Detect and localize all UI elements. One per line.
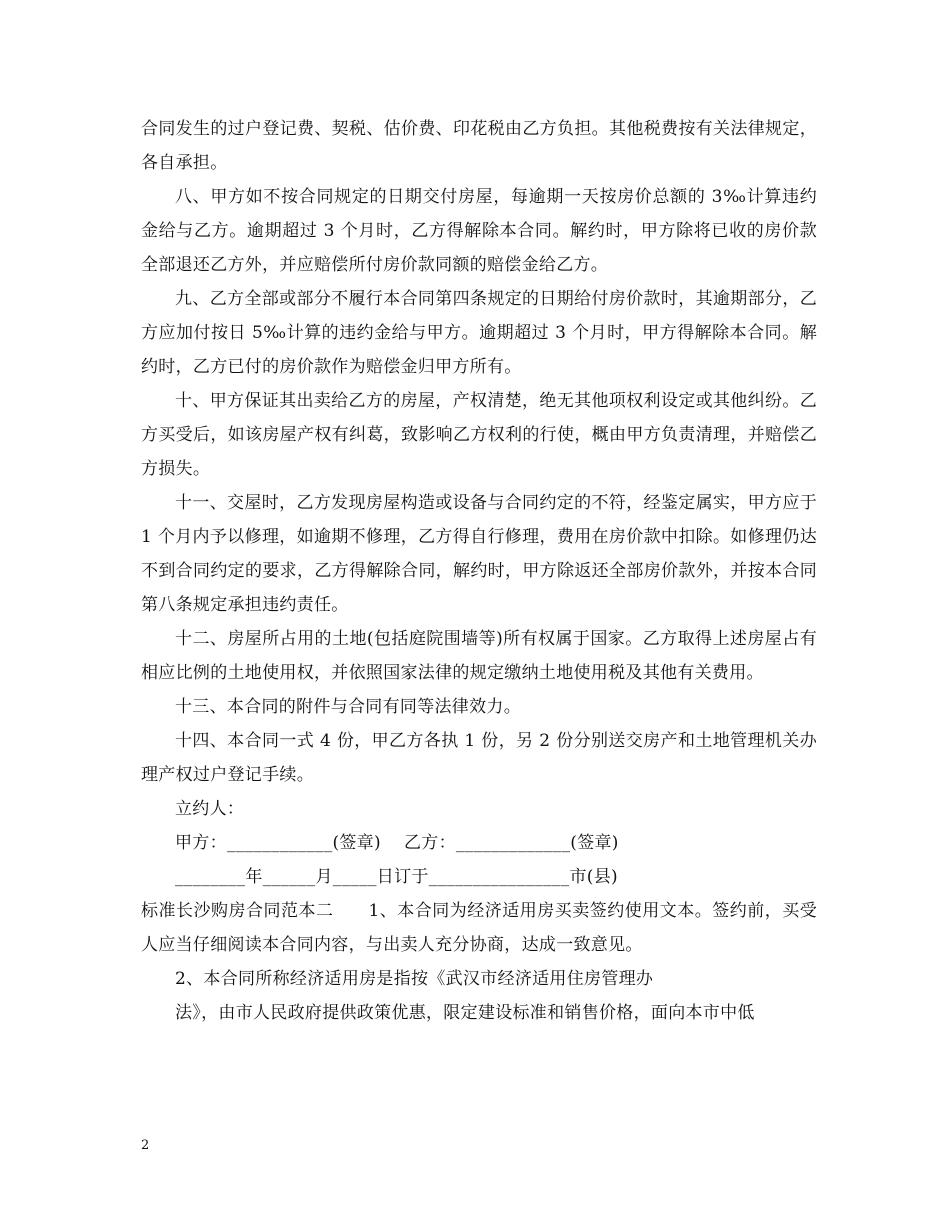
paragraph-1: 合同发生的过户登记费、契税、估价费、印花税由乙方负担。其他税费按有关法律规定，各自承担。 xyxy=(141,119,817,173)
paragraph-item-2: 2、本合同所称经济适用房是指按《武汉市经济适用住房管理办 xyxy=(175,969,654,989)
paragraph-clause-12: 十二、房屋所占用的土地(包括庭院围墙等)所有权属于国家。乙方取得上述房屋占有相应比例的土地使用权，并依照国家法律的规定缴纳土地使用税及其他有关费用。 xyxy=(141,629,817,683)
date-place-line: ________年______月_____日订于________________市(县) xyxy=(175,867,618,887)
paragraph-clause-8: 八、甲方如不按合同规定的日期交付房屋，每逾期一天按房价总额的 3‰计算违约金给与乙方。逾期超过 3 个月时，乙方得解除本合同。解约时，甲方除将已收的房价款全部退还乙方外，并应赔偿所付房价款同额的赔偿金给乙方。 xyxy=(141,187,817,275)
paragraph-clause-13: 十三、本合同的附件与合同有同等法律效力。 xyxy=(175,697,521,717)
paragraph-item-2-continued: 法》，由市人民政府提供政策优惠，限定建设标准和销售价格，面向本市中低 xyxy=(175,1003,755,1023)
paragraph-template-two-intro: 标准长沙购房合同范本二 1、本合同为经济适用房买卖签约使用文本。签约前，买受人应当仔细阅读本合同内容，与出卖人充分协商，达成一致意见。 xyxy=(141,901,817,955)
paragraph-clause-10: 十、甲方保证其出卖给乙方的房屋，产权清楚，绝无其他项权利设定或其他纠纷。乙方买受后，如该房屋产权有纠葛，致影响乙方权利的行使，概由甲方负责清理，并赔偿乙方损失。 xyxy=(141,391,817,479)
paragraph-clause-14: 十四、本合同一式 4 份，甲乙方各执 1 份，另 2 份分别送交房产和土地管理机关办理产权过户登记手续。 xyxy=(141,731,817,785)
signatories-label: 立约人： xyxy=(175,799,245,819)
signature-line: 甲方：____________(签章) 乙方：_____________(签章) xyxy=(175,833,619,853)
page-number: 2 xyxy=(141,1138,150,1153)
document-body xyxy=(141,112,823,1030)
paragraph-clause-9: 九、乙方全部或部分不履行本合同第四条规定的日期给付房价款时，其逾期部分，乙方应加付按日 5‰计算的违约金给与甲方。逾期超过 3 个月时，甲方得解除本合同。解约时，乙方已付的房价款作为赔偿金归甲方所有。 xyxy=(141,289,817,377)
paragraph-clause-11: 十一、交屋时，乙方发现房屋构造或设备与合同约定的不符，经鉴定属实，甲方应于 1 个月内予以修理，如逾期不修理，乙方得自行修理，费用在房价款中扣除。如修理仍达不到合同约定的要求，乙方得解除合同，解约时，甲方除返还全部房价款外，并按本合同第八条规定承担违约责任。 xyxy=(141,493,823,615)
